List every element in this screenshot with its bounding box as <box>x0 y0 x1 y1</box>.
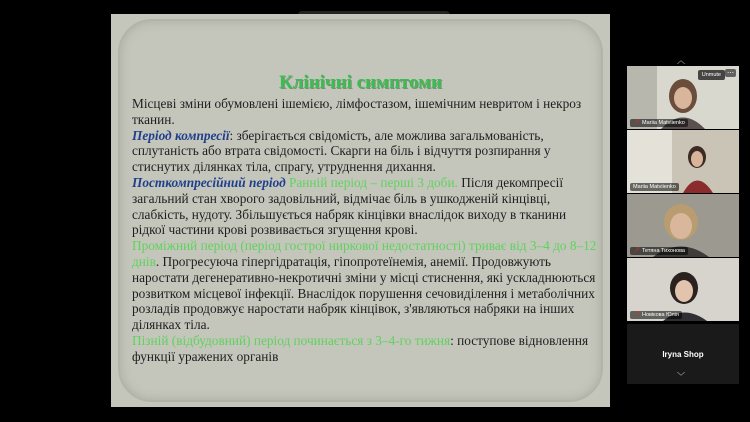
term-postcompression: Посткомпресійний період <box>132 174 286 190</box>
slide-paragraph: Проміжний період (період гострої ниркової недостатності) триває від 3–4 до 8–12 днів. Прогресуюча гіпергідратація, гіпопротеїнемія, анемії. Продовжують наростати дегенеративно-некротичні зміни у місці стиснення, які ускладнюються розвитком місцевої інфекції. Внаслідок порушення сечовиділення і метаболічних розладів продовжує наростати набряк кінцівок, з'являються набряки на інших ділянках тіла. <box>132 238 597 333</box>
term-compression: Період компресії <box>132 127 230 143</box>
participant-name: Iryna Shop <box>662 349 704 359</box>
participant-tile[interactable] <box>627 130 739 193</box>
unmute-button[interactable]: Unmute <box>698 70 725 80</box>
slide-paragraph: Період компресії: зберігається свідомість, але можлива загальмованість, сплутаність або втрата свідомості. Скарги на біль і відчуття розпирання у стиснутих ділянках тіла, спрагу, утруднення дихання. <box>132 127 551 175</box>
chevron-up-icon[interactable]: ︿ <box>677 56 685 65</box>
participant-tile[interactable] <box>627 66 739 129</box>
slide-paragraph: Місцеві зміни обумовлені ішемією, лімфостазом, ішемічним невритом і некроз тканин. <box>132 96 582 127</box>
participant-name: Mariia Matviienko <box>633 184 676 190</box>
chevron-down-icon[interactable]: ﹀ <box>677 372 685 381</box>
participant-name: Mariia Matviienko <box>641 120 685 126</box>
more-options-icon[interactable]: ⋯ <box>727 70 734 77</box>
participant-tile[interactable] <box>627 258 739 321</box>
slide-paragraph: Пізній (відбудовний) період починається з 3–4-го тижня: поступове відновлення функції уражених органів <box>132 332 589 364</box>
participant-name: Новікова Юлія <box>641 312 679 318</box>
participant-tile[interactable] <box>627 194 739 257</box>
mic-muted-icon: 🎤︎ <box>633 248 640 254</box>
slide-body <box>132 96 602 365</box>
participant-name: Тетяна Тихонова <box>641 248 685 254</box>
mic-muted-icon: 🎤︎ <box>633 120 640 126</box>
shared-slide <box>111 14 610 407</box>
mic-muted-icon: 🎤︎ <box>633 312 640 318</box>
slide-title: Клінічні симптоми <box>278 72 442 93</box>
slide-paragraph: Посткомпресійний період Ранній період – перші 3 доби. Після декомпресії загальний стан хворого задовільний, відмічає біль в ушкодженій кінцівці, слабкість, нудоту. Збільшується набряк кінцівки внаслідок виходу в тканини рідкої частини крові розвивається згущення крові. <box>132 174 567 238</box>
